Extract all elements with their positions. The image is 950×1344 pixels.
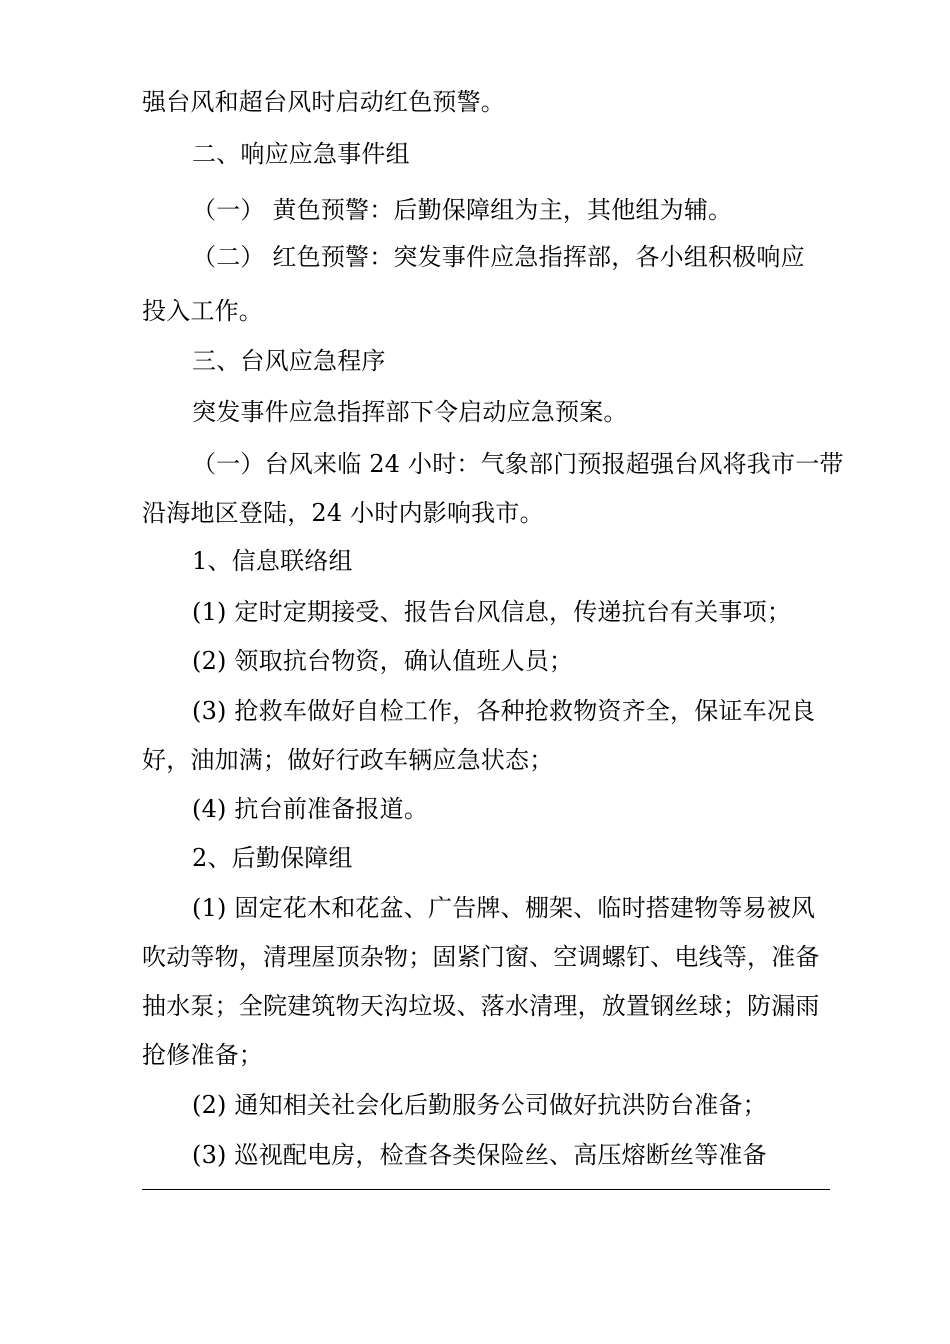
list-item: (3) 巡视配电房，检查各类保险丝、高压熔断丝等准备: [192, 1141, 767, 1169]
text-line: 强台风和超台风时启动红色预警。: [142, 88, 505, 116]
text-line: （一） 黄色预警：后勤保障组为主，其他组为辅。: [192, 196, 733, 224]
list-item-continuation: 吹动等物，清理屋顶杂物；固紧门窗、空调螺钉、电线等，准备: [142, 943, 820, 971]
list-item: (2) 领取抗台物资，确认值班人员；: [192, 647, 574, 675]
list-item-continuation: 好，油加满；做好行政车辆应急状态；: [142, 746, 554, 774]
subsection-heading: 2、后勤保障组: [192, 844, 353, 872]
list-item: (4) 抗台前准备报道。: [192, 795, 429, 823]
subsection-heading: 1、信息联络组: [192, 547, 353, 575]
text-line: （一）台风来临 24 小时：气象部门预报超强台风将我市一带: [192, 450, 844, 478]
section-heading: 二、响应应急事件组: [192, 140, 410, 168]
list-item: (2) 通知相关社会化后勤服务公司做好抗洪防台准备；: [192, 1091, 767, 1119]
text-line: （二） 红色预警：突发事件应急指挥部，各小组积极响应: [192, 243, 805, 271]
text-line: 突发事件应急指挥部下令启动应急预案。: [192, 398, 628, 426]
list-item: (3) 抢救车做好自检工作，各种抢救物资齐全，保证车况良: [192, 697, 816, 725]
list-item-continuation: 抽水泵；全院建筑物天沟垃圾、落水清理，放置钢丝球；防漏雨: [142, 992, 820, 1020]
list-item: (1) 固定花木和花盆、广告牌、棚架、临时搭建物等易被风: [192, 894, 816, 922]
text-line: 投入工作。: [142, 297, 263, 325]
text-line: 沿海地区登陆，24 小时内影响我市。: [142, 499, 544, 527]
list-item-continuation: 抢修准备；: [142, 1041, 263, 1069]
section-heading: 三、台风应急程序: [192, 347, 386, 375]
list-item: (1) 定时定期接受、报告台风信息，传递抗台有关事项；: [192, 598, 792, 626]
footer-divider: [142, 1189, 830, 1190]
